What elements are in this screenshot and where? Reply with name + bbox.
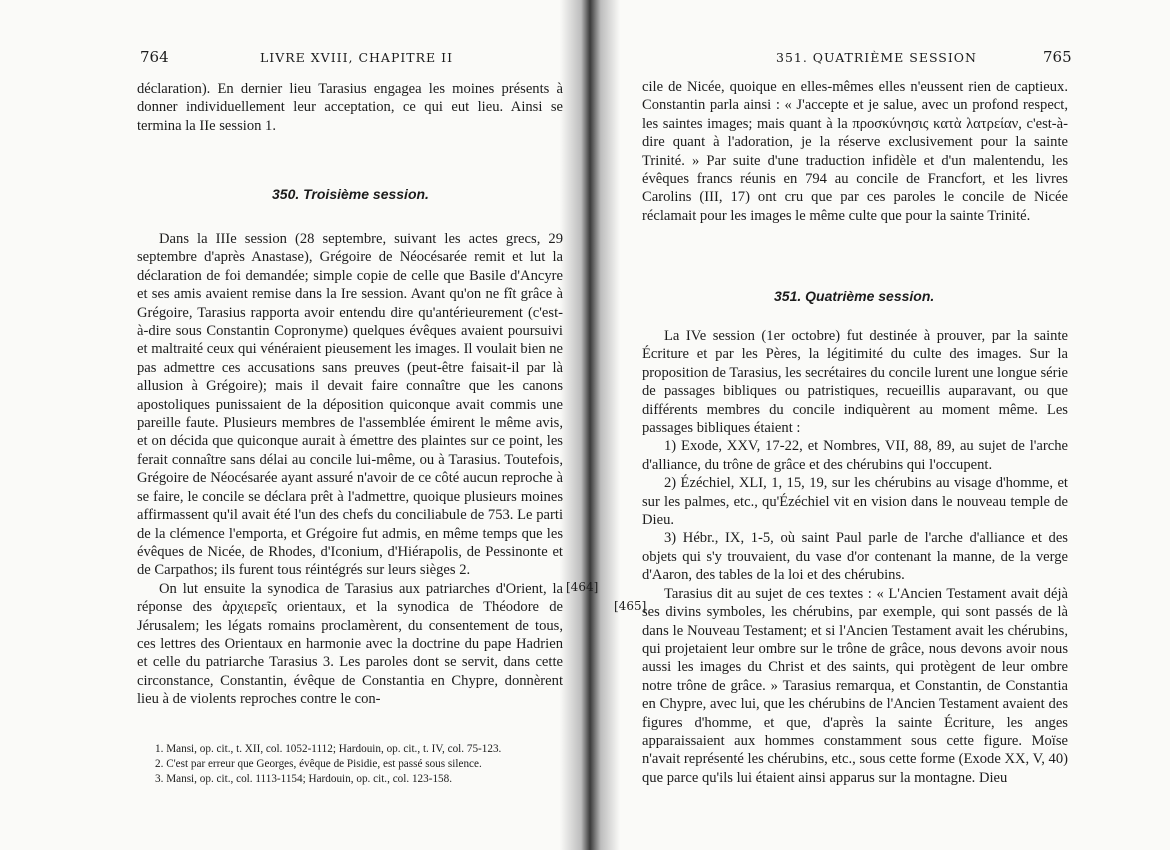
right-page xyxy=(600,0,1170,850)
left-intro xyxy=(137,80,563,135)
right-paragraph: 2) Ézéchiel, XLI, 1, 15, 19, sur les chérubins au visage d'homme, et sur les palmes, etc., qu'Ézéchiel vit en vision dans le nouveau temple de Dieu. xyxy=(642,475,1068,529)
left-paragraph: Dans la IIIe session (28 septembre, suivant les actes grecs, 29 septembre d'après Anastase), Grégoire de Néocésarée remit et lut la déclaration de foi demandée; simple copie de celle que Basile d'Ancyre et ses amis avaient remise dans la Ire session. Avant qu'on ne fît grâce à Grégoire, Tarasius rapporta avoir entendu dire qu'antérieurement (c'est-à-dire sous Constantin Copronyme) quelques évêques avaient poursuivi et maltraité ceux qui vénéraient pieusement les images. Il voulait bien ne pas admettre ces accusations sans preuves (peut-être faisait-il par là allusion à Grégoire); mais il devait faire connaître que les canons apostoliques punissaient de la déposition quiconque avait commis une pareille faute. Plusieurs membres de l'assemblée émirent le même avis, et on décida que quiconque aurait à émettre des plaintes sur ce point, les ferait connaître sans délai au concile lui-même, ou à Tarasius. Toutefois, Grégoire de Néocésarée ayant assuré n'avoir de ce côté aucun reproche à se faire, le concile se déclara prêt à l'admettre, quoique plusieurs moines affirmassent qu'il avait été l'un des chefs du conciliabule de 753. Le parti de la clémence l'emporta, et Grégoire fut admis, en même temps que les évêques de Nicée, de Rhodes, d'Iconium, d'Hiérapolis, de Pessinonte et de Carpathos; ils furent tous réintégrés sur leurs sièges 2. xyxy=(137,231,563,579)
left-running-head: LIVRE XVIII, CHAPITRE II xyxy=(260,50,454,65)
right-paragraph: 1) Exode, XXV, 17-22, et Nombres, VII, 88, 89, au sujet de l'arche d'alliance, du trône de grâce et des chérubins qui l'occupent. xyxy=(642,438,1068,473)
right-intro-paragraph: cile de Nicée, quoique en elles-mêmes elles n'eussent rien de captieux. Constantin parla ainsi : « J'accepte et je salue, avec un profond respect, les saintes images; mais quant à la προσκύνησις κατὰ λατρείαν, c'est-à-dire quant à l'adoration, je la réserve exclusivement pour la sainte Trinité. » Par suite d'une traduction infidèle et d'un malentendu, les évêques francs réunis en 794 au concile de Francfort, et les livres Carolins (III, 17) ont cru que par ces paroles le concile de Nicée réclamait pour les images le même culte que pour la sainte Trinité. xyxy=(642,79,1068,224)
footnote: 2. C'est par erreur que Georges, évêque de Pisidie, est passé sous silence. xyxy=(155,758,482,770)
right-paragraph: 3) Hébr., IX, 1-5, où saint Paul parle de l'arche d'alliance et des objets qui s'y trouvaient, du vase d'or contenant la manne, de la verge d'Aaron, des tables de la loi et des chérubins. xyxy=(642,530,1068,584)
footnote: 1. Mansi, op. cit., t. XII, col. 1052-1112; Hardouin, op. cit., t. IV, col. 75-123. xyxy=(155,743,502,755)
right-paragraph: La IVe session (1er octobre) fut destinée à prouver, par la sainte Écriture et par les Pères, la légitimité du culte des images. Sur la proposition de Tarasius, les secrétaires du concile lurent une longue série de passages bibliques ou patristiques, recueillis auparavant, ou que différents membres du concile indiquèrent au moment même. Les passages bibliques étaient : xyxy=(642,328,1068,437)
right-running-head: 351. QUATRIÈME SESSION xyxy=(776,50,977,65)
left-body xyxy=(137,230,563,709)
right-intro xyxy=(642,78,1068,225)
left-paragraph: On lut ensuite la synodica de Tarasius aux patriarches d'Orient, la réponse des ἀρχιερεῖς orientaux, et la synodica de Théodore de Jérusalem; les légats romains proclamèrent, du consentement de tous, ces lettres des Orientaux en harmonie avec la doctrine du pape Hadrien et celle du patriarche Tarasius 3. Les paroles dont se servit, dans cette circonstance, Constantin, évêque de Constantia en Chypre, donnèrent lieu à de violents reproches contre le con- xyxy=(137,580,563,708)
left-footnotes xyxy=(155,742,555,787)
footnote: 3. Mansi, op. cit., col. 1113-1154; Hardouin, op. cit., col. 123-158. xyxy=(155,773,453,785)
left-margin-reference: [464] xyxy=(566,580,599,594)
right-body xyxy=(642,327,1068,787)
right-section-heading: 351. Quatrième session. xyxy=(774,288,935,304)
left-section-heading: 350. Troisième session. xyxy=(272,186,429,202)
left-page-number: 764 xyxy=(140,48,169,66)
left-intro-paragraph: déclaration). En dernier lieu Tarasius engagea les moines présents à donner individuellement leur acceptation, ce qui eut lieu. Ainsi se termina la IIe session 1. xyxy=(137,81,563,134)
right-paragraph: Tarasius dit au sujet de ces textes : « L'Ancien Testament avait déjà ses divins symboles, les chérubins, par exemple, qui sont passés de là dans le Nouveau Testament; et si l'Ancien Testament avait les chérubins, qui projetaient leur ombre sur le trône de grâce, nous devons avoir nous aussi les images du Christ et des saints, qui protègent de leur ombre notre trône de grâce. » Tarasius remarqua, et Constantin, de Constantia en Chypre, avec lui, que les chérubins de l'Ancien Testament avaient des figures d'homme, et que, d'après la sainte Écriture, les anges apparaissaient aux hommes constamment sous cette figure. Moïse n'avait représenté les chérubins, etc., sous cette forme (Exode XX, V, 40) que parce qu'ils lui étaient ainsi apparus sur la montagne. Dieu xyxy=(642,585,1068,786)
right-margin-reference: [465] xyxy=(614,599,647,613)
right-page-number: 765 xyxy=(1043,48,1072,66)
